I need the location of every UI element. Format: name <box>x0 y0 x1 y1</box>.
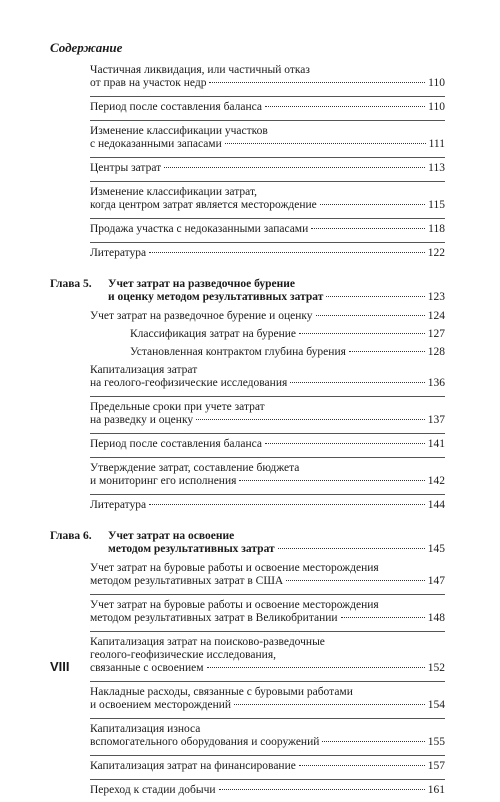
toc-entry-line <box>50 223 445 236</box>
page-number-ref: 154 <box>427 699 445 711</box>
leader-dots <box>299 333 425 334</box>
toc-entry[interactable] <box>50 223 445 236</box>
toc-entry-text: связанные с освоением <box>90 662 204 674</box>
leader-dots <box>209 82 425 83</box>
toc-entry-text: когда центром затрат является месторождение <box>90 199 317 211</box>
toc-entry-text: Капитализация затрат на поисково-разведочные <box>90 636 325 648</box>
toc-entry-line <box>50 699 445 712</box>
leader-dots <box>149 252 425 253</box>
toc-entry[interactable] <box>50 64 445 90</box>
toc-entry-line <box>50 686 445 699</box>
page-number-ref: 122 <box>427 247 445 259</box>
toc-entry-line <box>50 723 445 736</box>
toc-entry-text: Период после составления баланса <box>90 101 262 113</box>
toc-entry[interactable] <box>50 784 445 797</box>
entry-divider <box>90 433 445 434</box>
toc-entry-text: Накладные расходы, связанные с буровыми работами <box>90 686 353 698</box>
page-number-ref: 145 <box>427 543 445 555</box>
page-number-ref: 161 <box>427 784 445 796</box>
entry-divider <box>90 218 445 219</box>
page-number-ref: 113 <box>428 162 445 174</box>
leader-dots <box>299 765 425 766</box>
table-of-contents <box>50 64 445 802</box>
toc-entry[interactable] <box>50 346 445 359</box>
chapter-title-text: и оценку методом результативных затрат <box>108 291 324 303</box>
toc-entry-text: Переход к стадии добычи <box>90 784 216 796</box>
toc-entry-text: Капитализация затрат <box>90 364 198 376</box>
entry-divider <box>90 594 445 595</box>
page-number-ref: 110 <box>428 77 445 89</box>
running-header: Содержание <box>50 40 123 55</box>
entry-divider <box>90 457 445 458</box>
toc-entry-line <box>50 649 445 662</box>
entry-divider <box>90 681 445 682</box>
toc-entry-line <box>50 162 445 175</box>
page-number-ref: 136 <box>427 377 445 389</box>
toc-entry-line <box>50 186 445 199</box>
toc-entry-text: на геолого-геофизические исследования <box>90 377 288 389</box>
leader-dots <box>234 704 425 705</box>
chapter-number: Глава 6. <box>50 530 92 542</box>
toc-entry-line <box>50 138 445 151</box>
toc-entry-line <box>50 562 445 575</box>
toc-entry-text: Литература <box>90 247 147 259</box>
toc-entry-text: Учет затрат на буровые работы и освоение месторождения <box>90 562 379 574</box>
leader-dots <box>322 741 424 742</box>
leader-dots <box>326 296 424 297</box>
page-number-ref: 155 <box>427 736 445 748</box>
toc-entry-line <box>50 475 445 488</box>
chapter-title-text: Учет затрат на освоение <box>108 530 235 542</box>
toc-entry-line <box>50 64 445 77</box>
page-number-ref: 148 <box>427 612 445 624</box>
toc-entry[interactable] <box>50 760 445 773</box>
toc-entry-text: и мониторинг его исполнения <box>90 475 237 487</box>
page-number-ref: 147 <box>427 575 445 587</box>
toc-entry-text: Изменение классификации затрат, <box>90 186 257 198</box>
leader-dots <box>207 667 425 668</box>
page-number-ref: 111 <box>428 138 445 150</box>
toc-entry-text: и освоением месторождений <box>90 699 232 711</box>
toc-entry-line <box>50 662 445 675</box>
leader-dots <box>349 351 425 352</box>
toc-entry[interactable] <box>50 101 445 114</box>
toc-entry-line <box>50 364 445 377</box>
toc-entry-text: Продажа участка с недоказанными запасами <box>90 223 309 235</box>
toc-entry-text: Частичная ликвидация, или частичный отказ <box>90 64 310 76</box>
toc-entry[interactable] <box>50 723 445 749</box>
entry-divider <box>90 181 445 182</box>
toc-entry[interactable] <box>50 686 445 712</box>
chapter-number: Глава 5. <box>50 278 92 290</box>
toc-entry[interactable] <box>50 247 445 260</box>
entry-divider <box>90 718 445 719</box>
page-number-ref: 110 <box>428 101 445 113</box>
toc-entry-line <box>50 462 445 475</box>
toc-entry-line <box>50 401 445 414</box>
toc-entry-text: Центры затрат <box>90 162 162 174</box>
toc-entry[interactable] <box>50 599 445 625</box>
toc-entry-text: вспомогательного оборудования и сооружений <box>90 736 320 748</box>
page-number: VIII <box>50 659 70 674</box>
chapter-title-line <box>50 530 445 543</box>
chapter-title-line <box>50 543 445 556</box>
page-number-ref: 123 <box>427 291 445 303</box>
toc-entry[interactable] <box>50 462 445 488</box>
leader-dots <box>290 382 424 383</box>
chapter-heading[interactable] <box>50 530 445 556</box>
toc-entry[interactable] <box>50 636 445 675</box>
toc-entry-line <box>50 199 445 212</box>
toc-entry[interactable] <box>50 125 445 151</box>
leader-dots <box>265 443 425 444</box>
toc-entry-text: Установленная контрактом глубина бурения <box>130 346 346 358</box>
toc-entry-line <box>50 125 445 138</box>
chapter-title-text: Учет затрат на разведочное бурение <box>108 278 295 290</box>
chapter-title-text: методом результативных затрат <box>108 543 275 555</box>
toc-entry-text: Предельные сроки при учете затрат <box>90 401 265 413</box>
leader-dots <box>341 617 425 618</box>
toc-entry-text: Классификация затрат на бурение <box>130 328 297 340</box>
toc-entry-line <box>50 760 445 773</box>
toc-entry-text: от прав на участок недр <box>90 77 207 89</box>
chapter-title-line <box>50 291 445 304</box>
entry-divider <box>90 157 445 158</box>
toc-entry-line <box>50 101 445 114</box>
toc-entry-line <box>50 575 445 588</box>
toc-entry-text: Капитализация затрат на финансирование <box>90 760 296 772</box>
toc-entry[interactable] <box>50 499 445 512</box>
toc-entry-text: Период после составления баланса <box>90 438 262 450</box>
page-number-ref: 137 <box>427 414 445 426</box>
leader-dots <box>239 480 424 481</box>
entry-divider <box>90 779 445 780</box>
leader-dots <box>316 315 425 316</box>
toc-entry-text: методом результативных затрат в США <box>90 575 284 587</box>
toc-entry-line <box>50 328 445 341</box>
toc-entry-line <box>50 499 445 512</box>
toc-entry-text: с недоказанными запасами <box>90 138 222 150</box>
toc-entry[interactable] <box>50 364 445 390</box>
leader-dots <box>265 106 425 107</box>
page-number-ref: 142 <box>427 475 445 487</box>
chapter-heading[interactable] <box>50 278 445 304</box>
page-number-ref: 124 <box>427 310 445 322</box>
page-number-ref: 141 <box>427 438 445 450</box>
page-number-ref: 118 <box>428 223 445 235</box>
page-number-ref: 157 <box>427 760 445 772</box>
toc-entry-text: Литература <box>90 499 147 511</box>
leader-dots <box>219 789 425 790</box>
toc-entry[interactable] <box>50 310 445 323</box>
toc-entry-line <box>50 736 445 749</box>
page-number-ref: 144 <box>427 499 445 511</box>
leader-dots <box>225 143 426 144</box>
toc-entry-line <box>50 414 445 427</box>
toc-entry-line <box>50 784 445 797</box>
toc-entry-line <box>50 77 445 90</box>
toc-entry-line <box>50 599 445 612</box>
toc-entry-line <box>50 377 445 390</box>
entry-divider <box>90 755 445 756</box>
entry-divider <box>90 396 445 397</box>
toc-entry-line <box>50 247 445 260</box>
entry-divider <box>90 631 445 632</box>
toc-entry-text: Учет затрат на буровые работы и освоение месторождения <box>90 599 379 611</box>
toc-entry-line <box>50 346 445 359</box>
entry-divider <box>90 120 445 121</box>
leader-dots <box>149 504 425 505</box>
toc-entry-line <box>50 612 445 625</box>
toc-entry-text: Изменение классификации участков <box>90 125 268 137</box>
page-number-ref: 127 <box>427 328 445 340</box>
entry-divider <box>90 494 445 495</box>
toc-entry[interactable] <box>50 438 445 451</box>
toc-entry-line <box>50 438 445 451</box>
toc-entry[interactable] <box>50 186 445 212</box>
toc-entry[interactable] <box>50 328 445 341</box>
leader-dots <box>164 167 425 168</box>
toc-entry-line <box>50 636 445 649</box>
entry-divider <box>90 242 445 243</box>
leader-dots <box>286 580 425 581</box>
page-number-ref: 128 <box>427 346 445 358</box>
leader-dots <box>278 548 425 549</box>
toc-entry-text: Утверждение затрат, составление бюджета <box>90 462 300 474</box>
toc-entry-text: на разведку и оценку <box>90 414 194 426</box>
toc-entry-text: методом результативных затрат в Великобритании <box>90 612 338 624</box>
entry-divider <box>90 96 445 97</box>
page-number-ref: 152 <box>427 662 445 674</box>
toc-entry[interactable] <box>50 562 445 588</box>
leader-dots <box>320 204 425 205</box>
toc-entry-text: геолого-геофизические исследования, <box>90 649 276 661</box>
page-number-ref: 115 <box>428 199 445 211</box>
toc-entry-text: Учет затрат на разведочное бурение и оценку <box>90 310 313 322</box>
toc-entry[interactable] <box>50 162 445 175</box>
toc-entry-line <box>50 310 445 323</box>
leader-dots <box>311 228 425 229</box>
toc-entry-text: Капитализация износа <box>90 723 201 735</box>
chapter-title-line <box>50 278 445 291</box>
toc-entry[interactable] <box>50 401 445 427</box>
leader-dots <box>196 419 425 420</box>
